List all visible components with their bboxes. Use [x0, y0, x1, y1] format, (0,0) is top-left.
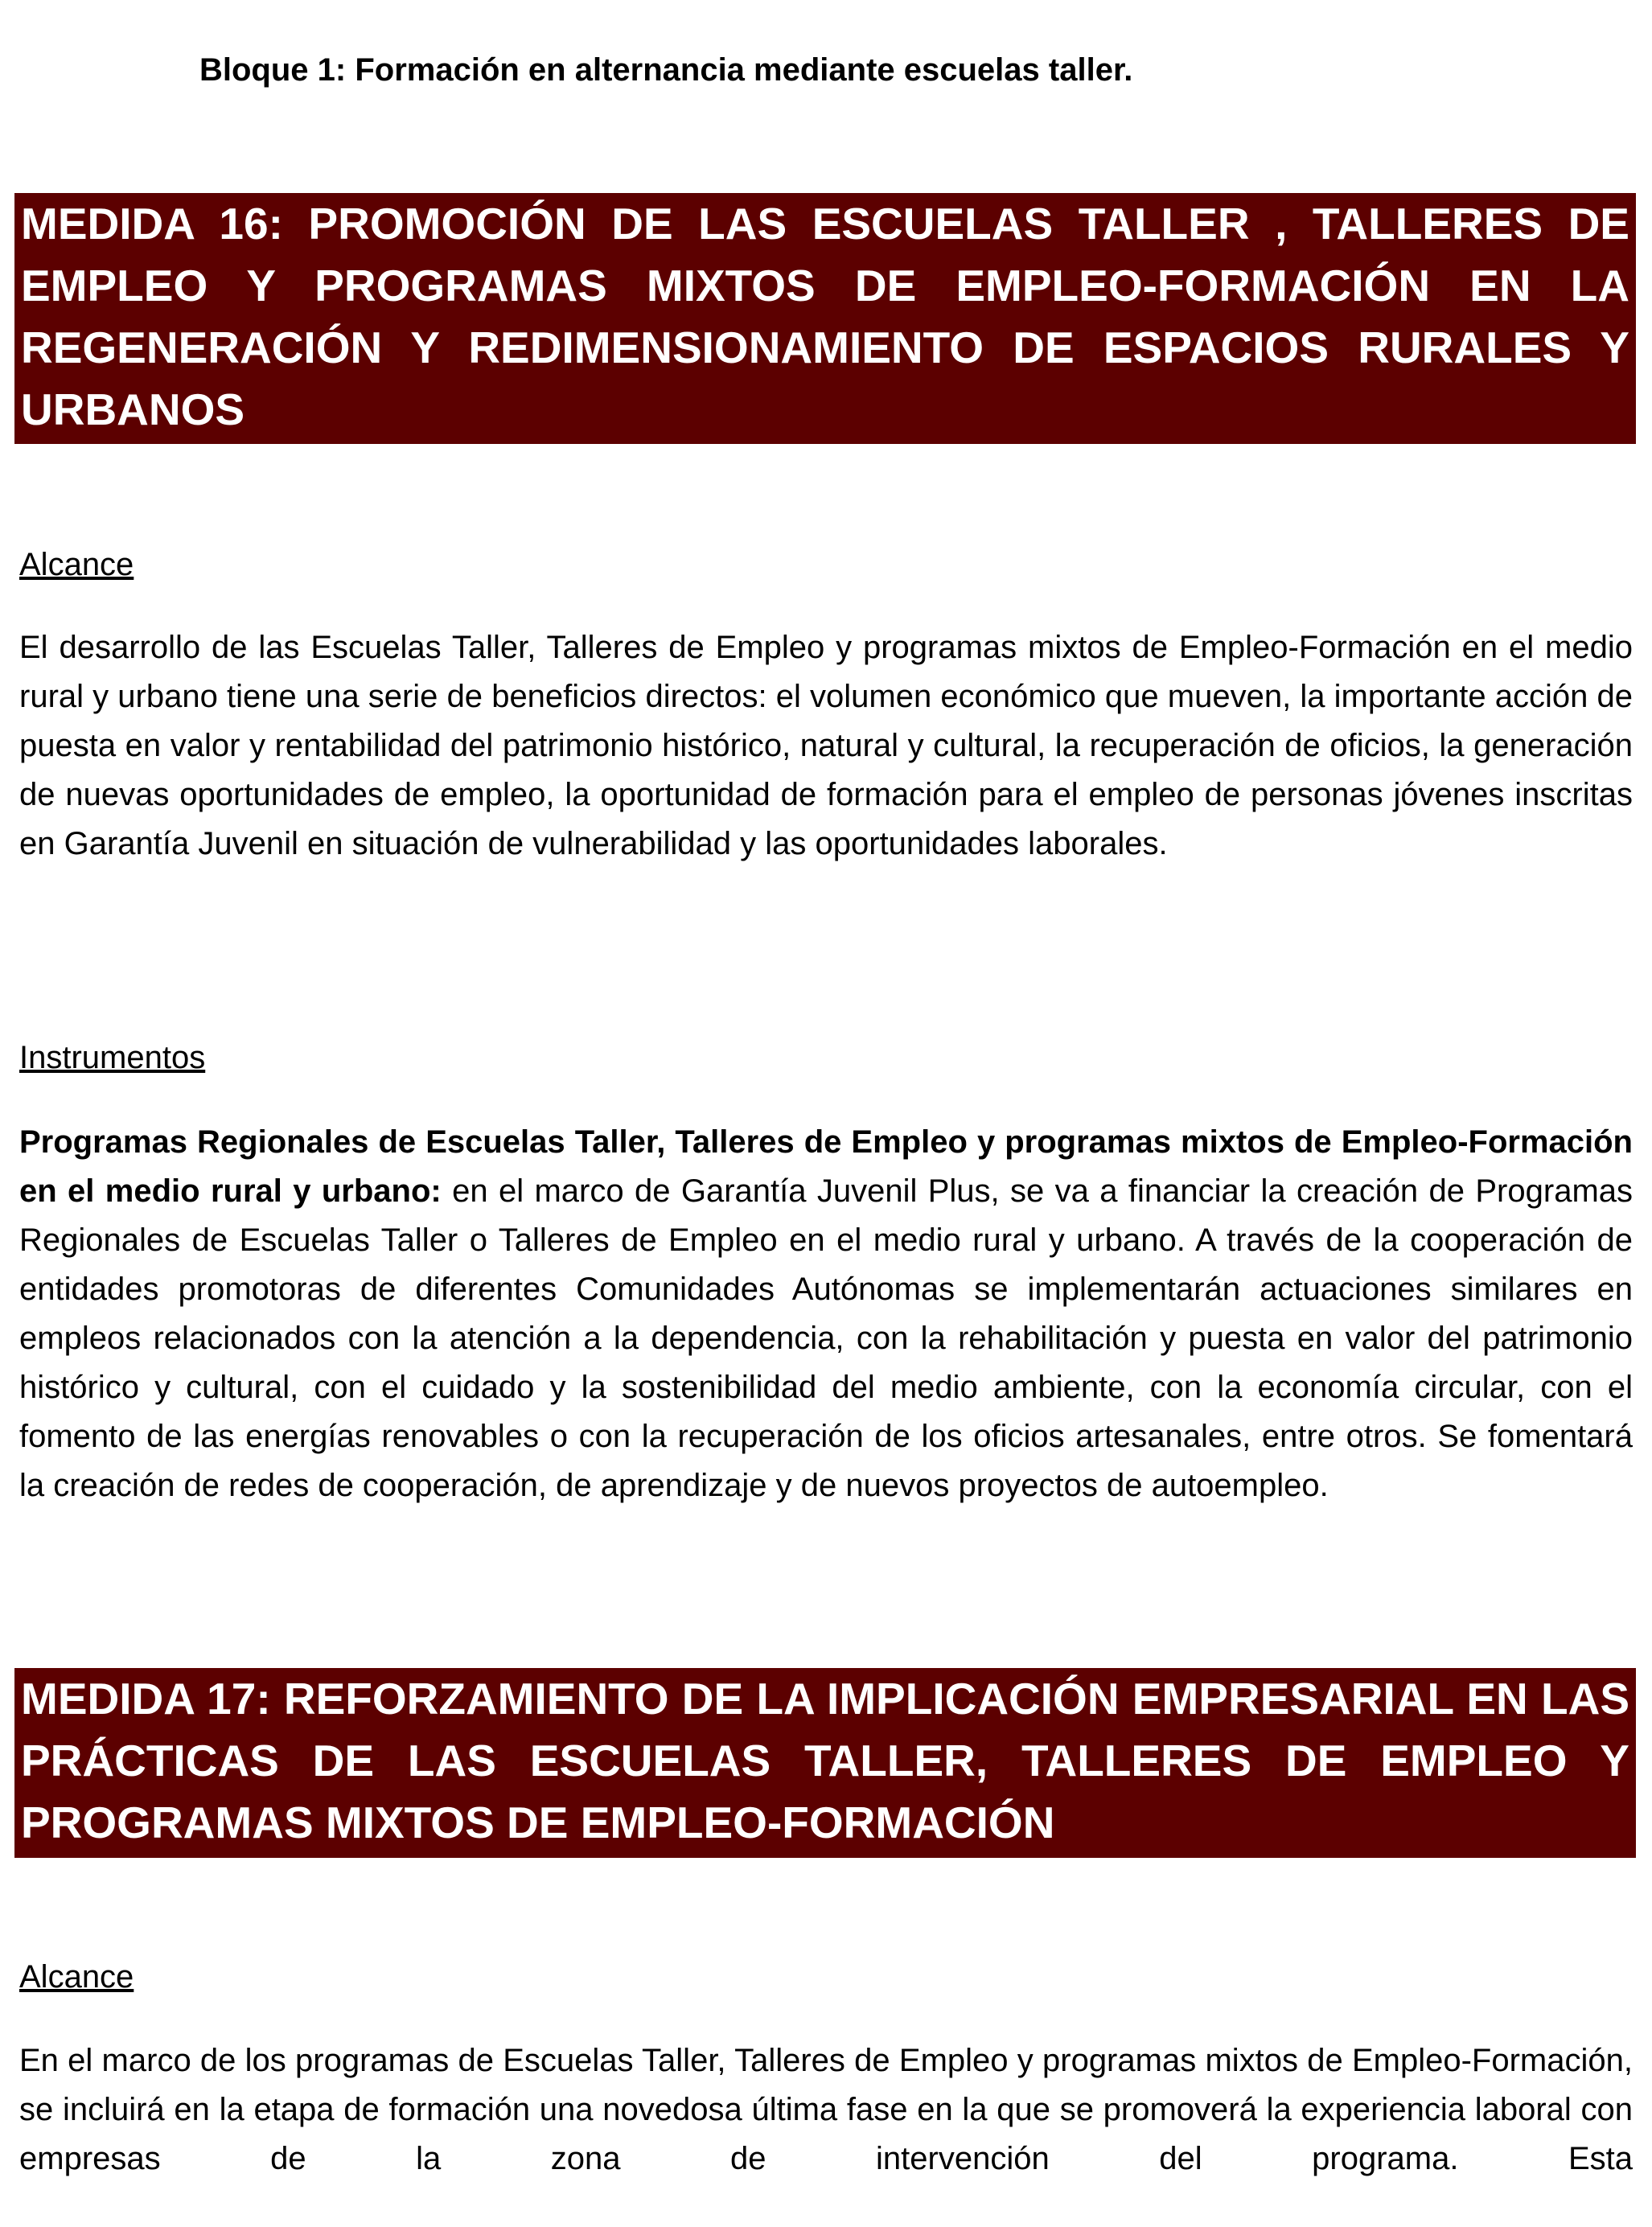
medida-17-heading: MEDIDA 17: REFORZAMIENTO DE LA IMPLICACIÓN EMPRESARIAL EN LAS PRÁCTICAS DE LAS ESCUELAS TALLER, TALLERES DE EMPLEO Y PROGRAMAS MIXTOS DE EMPLEO-FORMACIÓN	[14, 1668, 1636, 1858]
instrumentos-body-text: en el marco de Garantía Juvenil Plus, se va a financiar la creación de Programas Regionales de Escuelas Taller o Talleres de Empleo en el medio rural y urbano. A través de la cooperación de entidades promotoras de diferentes Comunidades Autónomas se implementarán actuaciones similares en empleos relacionados con la atención a la dependencia, con la rehabilitación y puesta en valor del patrimonio histórico y cultural, con el cuidado y la sostenibilidad del medio ambiente, con la economía circular, con el fomento de las energías renovables o con la recuperación de los oficios artesanales, entre otros. Se fomentará la creación de redes de cooperación, de aprendizaje y de nuevos proyectos de autoempleo.	[19, 1173, 1634, 1503]
medida-16-instrumentos-paragraph	[19, 1118, 1633, 1510]
bloque-title: Bloque 1: Formación en alternancia mediante escuelas taller.	[199, 52, 1133, 88]
medida-16-heading: MEDIDA 16: PROMOCIÓN DE LAS ESCUELAS TALLER , TALLERES DE EMPLEO Y PROGRAMAS MIXTOS DE EMPLEO-FORMACIÓN EN LA REGENERACIÓN Y REDIMENSIONAMIENTO DE ESPACIOS RURALES Y URBANOS	[14, 193, 1636, 444]
medida-16-alcance-paragraph: El desarrollo de las Escuelas Taller, Talleres de Empleo y programas mixtos de Empleo-Formación en el medio rural y urbano tiene una serie de beneficios directos: el volumen económico que mueven, la importante acción de puesta en valor y rentabilidad del patrimonio histórico, natural y cultural, la recuperación de oficios, la generación de nuevas oportunidades de empleo, la oportunidad de formación para el empleo de personas jóvenes inscritas en Garantía Juvenil en situación de vulnerabilidad y las oportunidades laborales.	[19, 630, 1633, 861]
medida-17-alcance-label: Alcance	[19, 1959, 134, 1995]
instrumentos-bold-lead: Programas Regionales de Escuelas Taller, Talleres de Empleo y programas mixtos de Empleo-Formación en el medio rural y urbano:	[19, 1124, 1633, 1209]
medida-16-alcance-label: Alcance	[19, 547, 134, 582]
medida-17-alcance-paragraph: En el marco de los programas de Escuelas Taller, Talleres de Empleo y programas mixtos de Empleo-Formación, se incluirá en la etapa de formación una novedosa última fase en la que se promoverá la experiencia laboral con empresas de la zona de intervención del programa. Esta	[19, 2043, 1633, 2176]
medida-16-instrumentos-label: Instrumentos	[19, 1040, 206, 1075]
